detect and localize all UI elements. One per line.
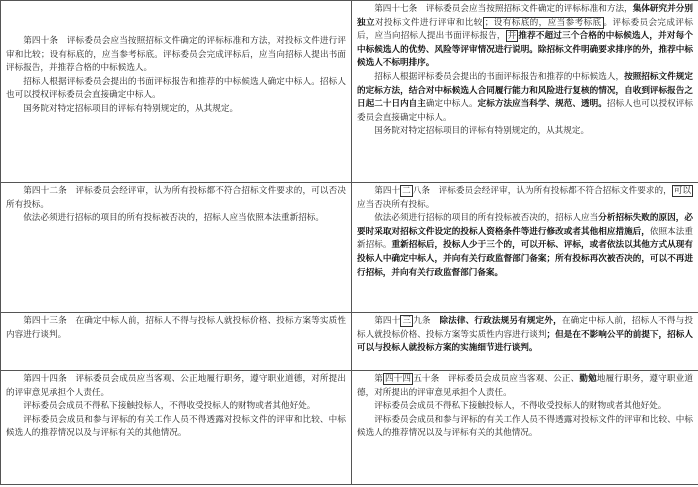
paragraph (357, 3, 693, 71)
paragraph: 第四十三条 在确定中标人前，招标人不得与投标人就投标价格、投标方案等实质性内容进行谈判。 (6, 316, 346, 340)
paragraph: 依法必须进行招标的项目的所有投标被否决的，招标人应当依照本法重新招标。 (23, 213, 324, 224)
paragraph: 国务院对特定招标项目的评标有特别规定的，从其规定。 (374, 126, 590, 137)
added-text: 按照招标文件规定的定标方法，结合对中标候选人合同履行能力和风险进行复核的情况，自收到评标报告之日起二十日内自主 (357, 71, 693, 110)
paragraph (357, 315, 693, 356)
text-span: 依照本法重新招标。 (357, 226, 693, 251)
deleted-text: 可以 (673, 186, 691, 196)
old-article-44 (1, 371, 352, 485)
deleted-text: ；设有标底的，应当参考标底 (484, 17, 602, 28)
paragraph: 第四十条 评标委员会应当按照招标文件确定的评标标准和方法，对投标文件进行评审和比较；设有标底的，应当参考标底。评标委员会完成评标后，应当向招标人提出书面评标报告，并推荐合格的中标候选人。 (6, 36, 346, 74)
deleted-text: 二 (402, 186, 411, 196)
paragraph: 评标委员会成员不得私下接触投标人，不得收受投标人的财物或者其他好处。 (374, 401, 667, 412)
table-row (1, 313, 698, 371)
old-article-43 (1, 313, 352, 371)
text-span: 确定中标人。 (425, 99, 478, 110)
paragraph: 第四十四条 评标委员会成员应当客观、公正地履行职务，遵守职业道德，对所提出的评审意见承担个人责任。 (6, 374, 346, 398)
text-span: 八条 评标委员会经评审，认为所有投标都不符合招标文件要求的， (412, 186, 672, 196)
text-span: 第四十 (374, 4, 401, 14)
new-article-48 (352, 183, 698, 313)
text-span: 招标人也可以授权评标委员会直接确定中标人。 (357, 99, 693, 123)
new-article-47 (352, 1, 698, 183)
added-text: 除法律、行政法规另有规定外， (439, 316, 562, 326)
text-span: 招标人根据评标委员会提出的书面评标报告和推荐的中标候选人， (374, 71, 625, 82)
text-span: 第四十 (374, 186, 401, 196)
text-span: 应当否决所有投标。 (357, 199, 435, 210)
deleted-text: 并 (507, 31, 517, 42)
table-row (1, 1, 698, 183)
added-text: 推荐不超过三个合格的中标候选人，并对每个中标候选人的优势、风险等评审情况进行说明。除招标文件明确要求排序的外，推荐中标候选人不标明排序。 (357, 31, 693, 69)
paragraph: 评标委员会成员不得私下接触投标人，不得收受投标人的财物或者其他好处。 (23, 401, 316, 412)
paragraph (357, 373, 693, 400)
paragraph (357, 185, 693, 212)
table-row (1, 371, 698, 485)
paragraph: 招标人根据评标委员会提出的书面评标报告和推荐的中标候选人确定中标人。招标人也可以授权评标委员会直接确定中标人。 (6, 76, 346, 101)
text-span: 依法必须进行招标的项目的所有投标被否决的，招标人应当 (374, 213, 599, 224)
new-article-49 (352, 313, 698, 371)
deleted-text: 四十四 (384, 374, 412, 384)
paragraph: 第四十二条 评标委员会经评审，认为所有投标都不符合招标文件要求的，可以否决所有投标。 (6, 186, 346, 210)
old-article-40 (1, 1, 352, 183)
text-span: 九条 (413, 316, 440, 326)
text-span: 第 (374, 374, 383, 384)
text-span: 对投标文件进行评审和比较 (374, 17, 483, 28)
deleted-text: 三 (402, 316, 412, 326)
paragraph (357, 212, 693, 280)
paragraph: 评标委员会成员和参与评标的有关工作人员不得透露对投标文件的评审和比较、中标候选人的推荐情况以及与评标有关的其他情况。 (6, 414, 346, 439)
text-span: 七 (400, 4, 409, 14)
added-text: 重新招标后，投标人少于三个的，可以开标、评标，或者依法以其他方式从现有投标人中确定中标人，并向有关行政监督部门备案；所有投标再次被否决的，可以不再进行招标，并向有关行政监督部门备案。 (357, 240, 693, 278)
added-text: ；但是在不影响公平的前提下，招标人可以与投标人就投标方案的实施细节进行谈判。 (357, 329, 693, 354)
paragraph (357, 71, 693, 125)
paragraph: 评标委员会成员和参与评标的有关工作人员不得透露对投标文件的评审和比较、中标候选人的推荐情况以及与评标有关的其他情况。 (357, 414, 693, 439)
text-span: 第四十 (374, 316, 401, 326)
paragraph: 国务院对特定招标项目的评标有特别规定的，从其规定。 (23, 103, 239, 114)
added-text: 定标方法应当科学、规范、透明。 (477, 99, 607, 110)
table-row (1, 183, 698, 313)
added-text: 勤勉 (579, 374, 597, 384)
added-text: 分析招标失败的原因，必要时采取对招标文件设定的投标人资格条件等进行修改或者其他相应措施后， (357, 213, 693, 237)
added-text: 集体研究并分别独立 (357, 4, 693, 28)
text-span: 条 评标委员会应当按照招标文件确定的评标标准和方法， (408, 4, 633, 14)
text-span: 五十条 评标委员会成员应当客观、公正、 (413, 374, 580, 384)
old-article-42 (1, 183, 352, 313)
new-article-50 (352, 371, 698, 485)
text-span: 在确定中标人前，招标人不得与投标人就投标价格、投标方案等实质性内容进行谈判 (357, 316, 693, 340)
text-span: 地履行职务，遵守职业道德，对所提出的评审意见承担个人责任。 (357, 374, 693, 398)
text-span: 。评标委员会完成评标后，应当向招标人提出书面评标报告， (357, 17, 693, 42)
